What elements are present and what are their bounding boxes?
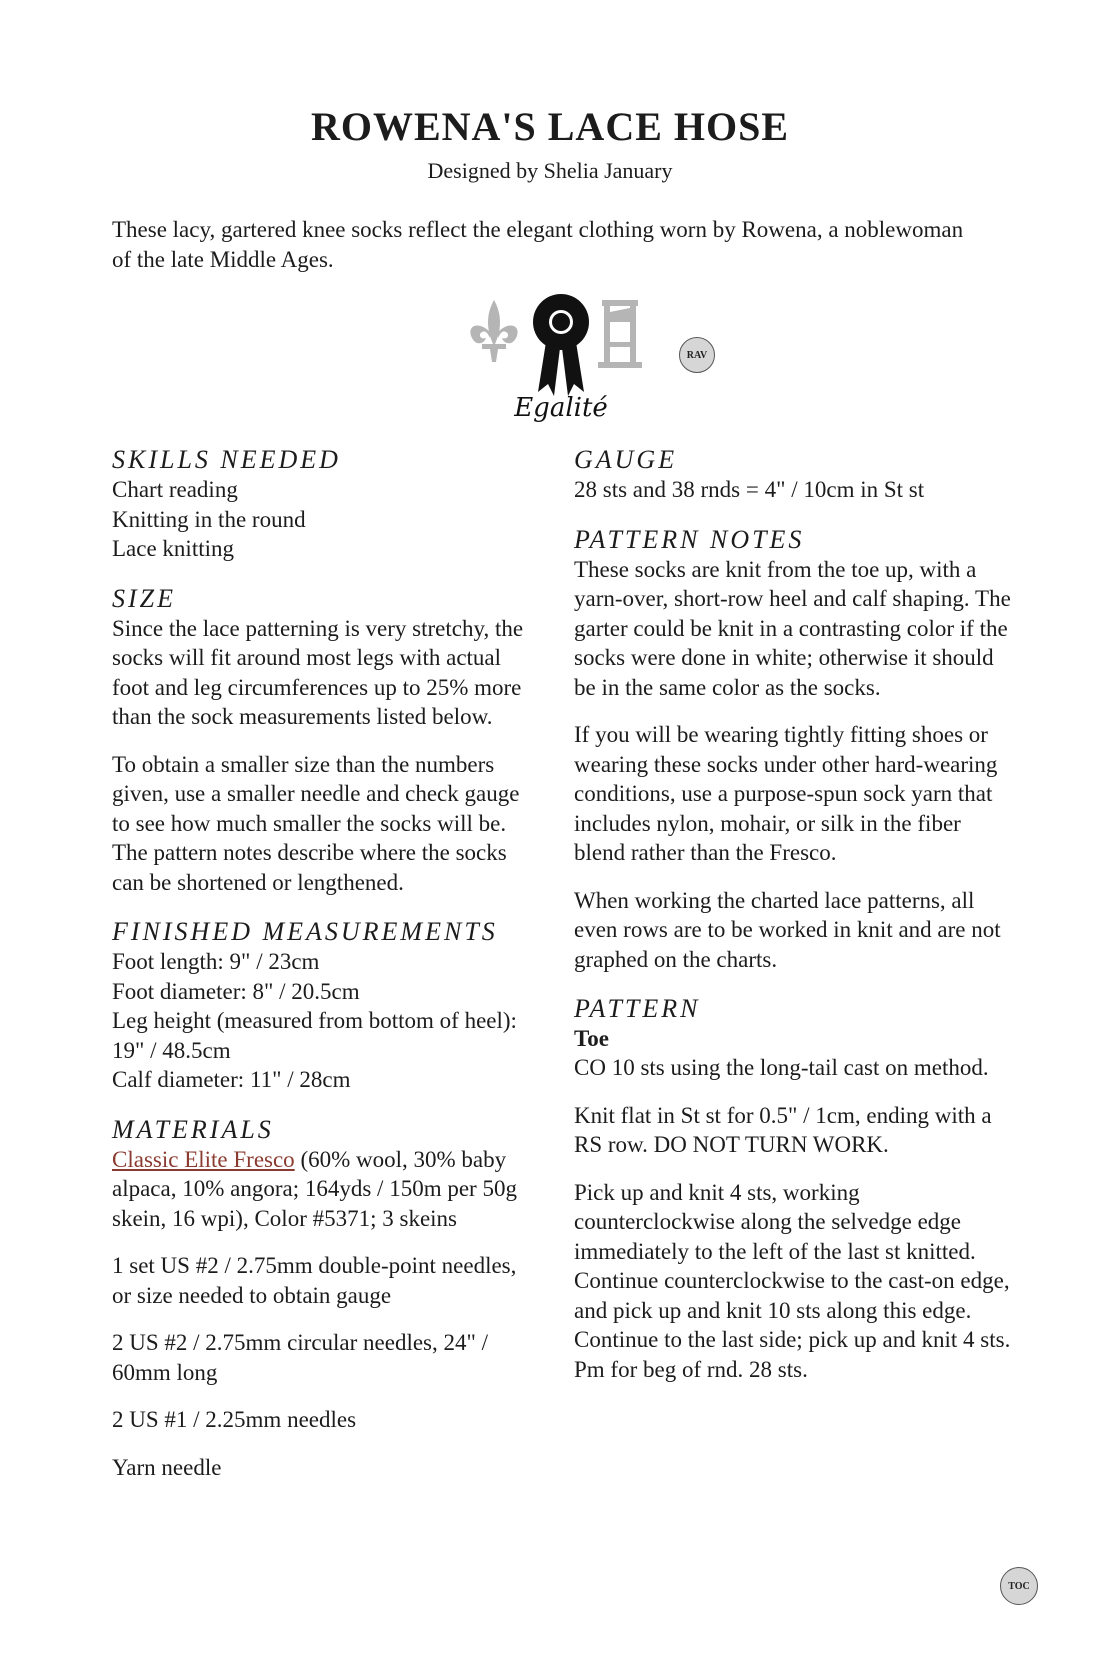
measurement-item: Calf diameter: 11" / 28cm [112,1067,351,1092]
measurement-item: Foot diameter: 8" / 20.5cm [112,978,360,1004]
pattern-notes-heading: PATTERN NOTES [574,524,805,554]
gauge-text: 28 sts and 38 rnds = 4" / 10cm in St st [574,477,925,502]
right-column [574,445,1014,1384]
skill-item: Chart reading [112,477,238,502]
materials-heading: MATERIALS [112,1114,274,1144]
yarn-description: (60% wool, 30% baby alpaca, 10% angora; 164yds / 150m per 50g skein, 16 wpi), Color #5371; 3 skeins [112,1146,517,1231]
skills-heading: SKILLS NEEDED [112,445,341,474]
measurement-item: Leg height (measured from bottom of heel): 19" / 48.5cm [112,1008,517,1063]
toc-badge[interactable]: TOC [1000,1567,1038,1605]
egalite-emblem-icon [466,292,656,422]
toe-subheading: Toe [574,1026,609,1051]
notes-paragraph: When working the charted lace patterns, all even rows are to be worked in knit and are not graphed on the charts. [574,887,1001,972]
size-paragraph: To obtain a smaller size than the numbers given, use a smaller needle and check gauge to see how much smaller the socks will be. The pattern notes describe where the socks can be shortened or lengthened. [112,751,520,895]
designer-byline: Designed by Shelia January [427,158,673,183]
toe-paragraph: Pick up and knit 4 sts, working counterclockwise along the selvedge edge immediately to the left of the last st knitted. Continue counterclockwise to the cast-on edge, and pick up and knit 10 sts along this edge. Continue to the last side; pick up and knit 4 sts. Pm for beg of rnd. 28 sts. [574,1179,1011,1382]
egalite-logo [466,292,656,422]
yarn-link[interactable]: Classic Elite Fresco [112,1146,295,1172]
logo-text: Egalité [514,393,608,422]
size-heading: SIZE [112,583,176,613]
page-title: ROWENA'S LACE HOSE [310,104,790,149]
material-item: Yarn needle [112,1454,222,1480]
notes-paragraph: If you will be wearing tightly fitting shoes or wearing these socks under other hard-wearing conditions, use a purpose-spun sock yarn that includes nylon, mohair, or silk in the fiber blend rather than the Fresco. [574,722,998,865]
material-item: 2 US #2 / 2.75mm circular needles, 24" / 60mm long [112,1330,489,1385]
size-paragraph: Since the lace patterning is very stretchy, the socks will fit around most legs with actual foot and leg circumferences up to 25% more than the sock measurements listed below. [112,615,524,729]
notes-paragraph: These socks are knit from the toe up, with a yarn-over, short-row heel and calf shaping. The garter could be knit in a contrasting color if the socks were done in white; otherwise it should be in the same color as the socks. [574,556,1011,700]
skill-item: Lace knitting [112,536,234,561]
intro-paragraph: These lacy, gartered knee socks reflect the elegant clothing worn by Rowena, a noblewoman of the late Middle Ages. [112,217,964,272]
material-yarn [112,1145,532,1234]
skill-item: Knitting in the round [112,506,306,532]
finished-measurements-heading: FINISHED MEASUREMENTS [112,917,498,946]
pattern-heading: PATTERN [574,994,701,1023]
material-item: 1 set US #2 / 2.75mm double-point needles, or size needed to obtain gauge [112,1253,517,1308]
toe-paragraph: CO 10 sts using the long-tail cast on method. [574,1055,989,1080]
gauge-heading: GAUGE [574,445,678,474]
ravelry-badge[interactable]: RAV [679,337,715,373]
toe-paragraph: Knit flat in St st for 0.5" / 1cm, ending with a RS row. DO NOT TURN WORK. [574,1102,992,1157]
measurement-item: Foot length: 9" / 23cm [112,949,320,974]
material-item: 2 US #1 / 2.25mm needles [112,1407,357,1432]
left-column [112,445,532,1482]
